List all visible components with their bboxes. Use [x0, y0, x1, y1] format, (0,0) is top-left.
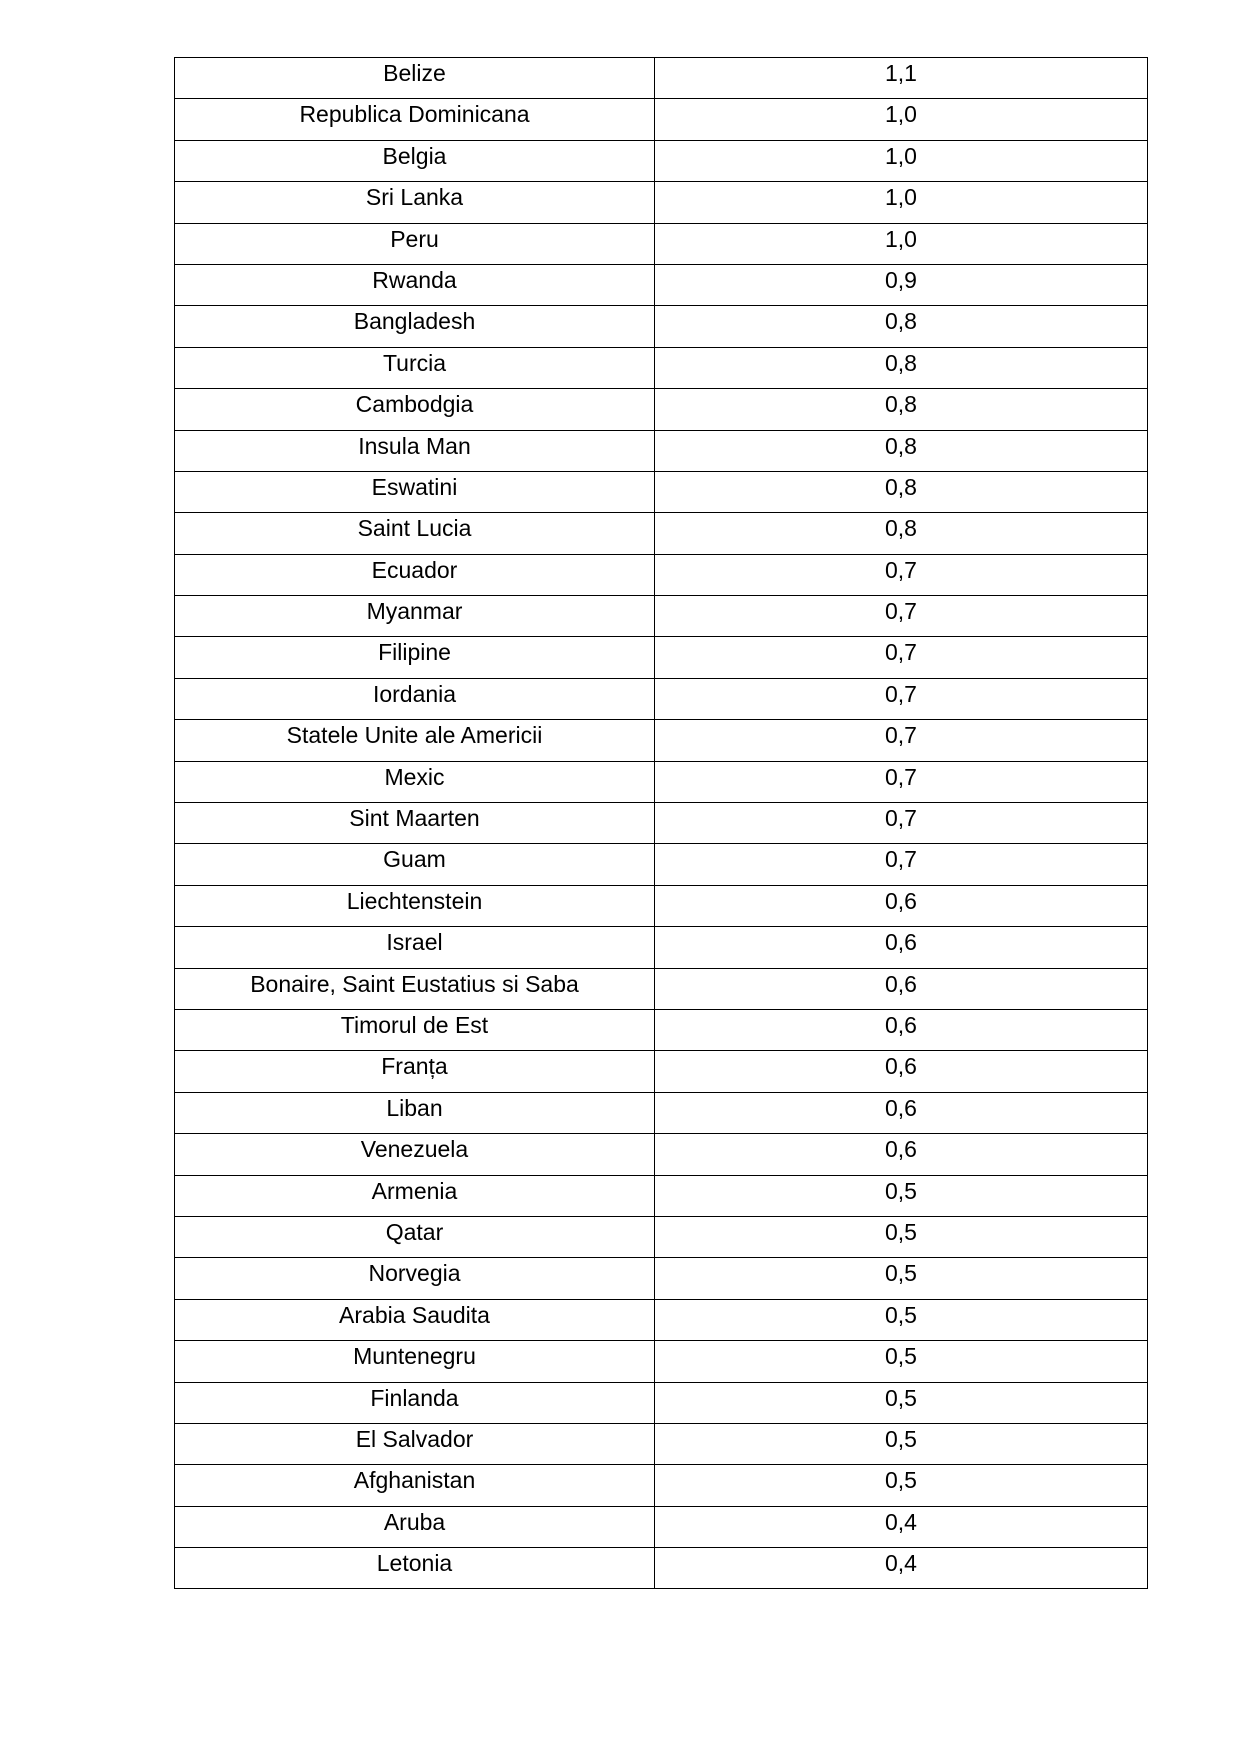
value-cell: 1,0	[655, 99, 1148, 140]
value-cell: 0,8	[655, 430, 1148, 471]
country-cell: Finlanda	[175, 1382, 655, 1423]
value-cell: 0,8	[655, 471, 1148, 512]
value-cell: 0,5	[655, 1465, 1148, 1506]
country-values-table	[174, 57, 1148, 1589]
table-row	[175, 596, 1148, 637]
country-cell: Peru	[175, 223, 655, 264]
country-cell: Arabia Saudita	[175, 1299, 655, 1340]
value-cell: 0,8	[655, 306, 1148, 347]
country-cell: Muntenegru	[175, 1341, 655, 1382]
value-cell: 0,6	[655, 1051, 1148, 1092]
value-cell: 0,4	[655, 1548, 1148, 1589]
value-cell: 0,7	[655, 844, 1148, 885]
country-cell: Ecuador	[175, 554, 655, 595]
table-row	[175, 844, 1148, 885]
value-cell: 0,5	[655, 1341, 1148, 1382]
table-row	[175, 1216, 1148, 1257]
table-row	[175, 885, 1148, 926]
value-cell: 0,7	[655, 596, 1148, 637]
value-cell: 0,5	[655, 1299, 1148, 1340]
country-cell: Mexic	[175, 761, 655, 802]
table-row	[175, 968, 1148, 1009]
value-cell: 0,5	[655, 1382, 1148, 1423]
country-cell: Franța	[175, 1051, 655, 1092]
value-cell: 0,6	[655, 968, 1148, 1009]
table-row	[175, 182, 1148, 223]
country-cell: Cambodgia	[175, 389, 655, 430]
country-cell: Eswatini	[175, 471, 655, 512]
value-cell: 0,4	[655, 1506, 1148, 1547]
value-cell: 0,6	[655, 1092, 1148, 1133]
country-cell: Aruba	[175, 1506, 655, 1547]
country-cell: Sint Maarten	[175, 803, 655, 844]
table-row	[175, 347, 1148, 388]
value-cell: 1,0	[655, 182, 1148, 223]
value-cell: 0,7	[655, 637, 1148, 678]
table-row	[175, 1423, 1148, 1464]
table-row	[175, 140, 1148, 181]
table-row	[175, 430, 1148, 471]
country-cell: Israel	[175, 927, 655, 968]
country-cell: Saint Lucia	[175, 513, 655, 554]
table-row	[175, 1548, 1148, 1589]
country-cell: Belize	[175, 58, 655, 99]
value-cell: 0,8	[655, 513, 1148, 554]
country-cell: Qatar	[175, 1216, 655, 1257]
value-cell: 0,8	[655, 389, 1148, 430]
country-cell: Filipine	[175, 637, 655, 678]
country-cell: Statele Unite ale Americii	[175, 720, 655, 761]
country-cell: Rwanda	[175, 264, 655, 305]
country-cell: Iordania	[175, 678, 655, 719]
table-row	[175, 927, 1148, 968]
value-cell: 0,7	[655, 678, 1148, 719]
country-cell: Timorul de Est	[175, 1009, 655, 1050]
country-cell: Liban	[175, 1092, 655, 1133]
country-cell: Venezuela	[175, 1134, 655, 1175]
table-row	[175, 1134, 1148, 1175]
country-cell: Liechtenstein	[175, 885, 655, 926]
country-cell: Insula Man	[175, 430, 655, 471]
value-cell: 0,7	[655, 761, 1148, 802]
table-row	[175, 389, 1148, 430]
table-row	[175, 1299, 1148, 1340]
value-cell: 0,8	[655, 347, 1148, 388]
table-row	[175, 1382, 1148, 1423]
country-cell: Guam	[175, 844, 655, 885]
table-row	[175, 58, 1148, 99]
table-row	[175, 223, 1148, 264]
value-cell: 0,9	[655, 264, 1148, 305]
table-row	[175, 1465, 1148, 1506]
table-row	[175, 637, 1148, 678]
country-cell: Turcia	[175, 347, 655, 388]
country-cell: Belgia	[175, 140, 655, 181]
table-row	[175, 306, 1148, 347]
table-row	[175, 471, 1148, 512]
value-cell: 0,7	[655, 554, 1148, 595]
table-row	[175, 1092, 1148, 1133]
table-row	[175, 1009, 1148, 1050]
table-row	[175, 1175, 1148, 1216]
country-cell: El Salvador	[175, 1423, 655, 1464]
table-row	[175, 1341, 1148, 1382]
value-cell: 0,6	[655, 885, 1148, 926]
table-row	[175, 1258, 1148, 1299]
table-row	[175, 99, 1148, 140]
country-cell: Sri Lanka	[175, 182, 655, 223]
table-body	[175, 58, 1148, 1589]
country-cell: Bangladesh	[175, 306, 655, 347]
value-cell: 0,6	[655, 1134, 1148, 1175]
value-cell: 0,6	[655, 1009, 1148, 1050]
value-cell: 1,0	[655, 223, 1148, 264]
table-row	[175, 678, 1148, 719]
value-cell: 0,7	[655, 803, 1148, 844]
value-cell: 1,0	[655, 140, 1148, 181]
value-cell: 0,7	[655, 720, 1148, 761]
value-cell: 0,5	[655, 1216, 1148, 1257]
country-cell: Bonaire, Saint Eustatius si Saba	[175, 968, 655, 1009]
table-row	[175, 1051, 1148, 1092]
country-cell: Armenia	[175, 1175, 655, 1216]
country-cell: Afghanistan	[175, 1465, 655, 1506]
table-row	[175, 264, 1148, 305]
table-row	[175, 1506, 1148, 1547]
table-row	[175, 720, 1148, 761]
country-cell: Letonia	[175, 1548, 655, 1589]
country-cell: Republica Dominicana	[175, 99, 655, 140]
value-cell: 0,5	[655, 1423, 1148, 1464]
table-row	[175, 761, 1148, 802]
value-cell: 1,1	[655, 58, 1148, 99]
country-cell: Norvegia	[175, 1258, 655, 1299]
value-cell: 0,6	[655, 927, 1148, 968]
table-row	[175, 803, 1148, 844]
value-cell: 0,5	[655, 1175, 1148, 1216]
table-row	[175, 513, 1148, 554]
value-cell: 0,5	[655, 1258, 1148, 1299]
table-row	[175, 554, 1148, 595]
country-cell: Myanmar	[175, 596, 655, 637]
